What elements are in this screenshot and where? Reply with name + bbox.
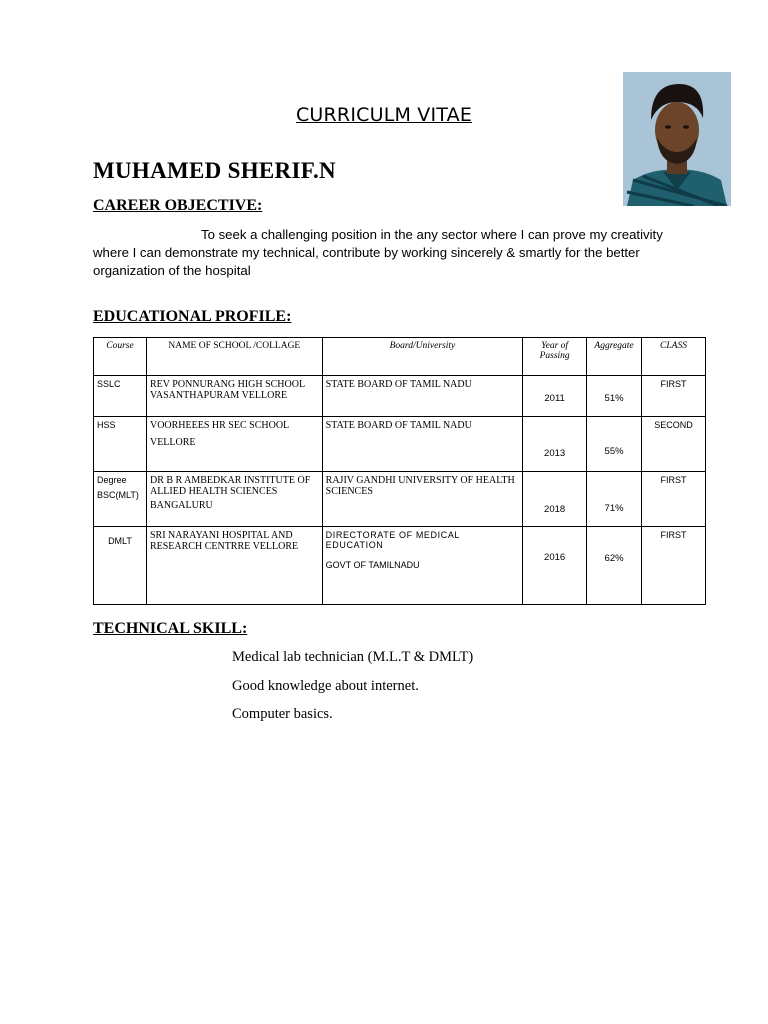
table-header-row <box>94 338 706 376</box>
class-cell: SECOND <box>642 417 706 472</box>
year-cell <box>523 417 587 472</box>
header-course: Course <box>94 338 147 376</box>
header-class: CLASS <box>642 338 706 376</box>
school-line-2: VELLORE <box>149 437 196 448</box>
board-line-2: GOVT OF TAMILNADU <box>325 560 420 570</box>
aggregate-cell <box>587 527 642 605</box>
school-cell: SRI NARAYANI HOSPITAL AND RESEARCH CENTRRE VELLORE <box>146 527 322 605</box>
course-line-1: DMLT <box>108 536 132 546</box>
career-objective-heading: CAREER OBJECTIVE: <box>93 197 263 214</box>
school-line-1: DR B R AMBEDKAR INSTITUTE OF ALLIED HEALTH SCIENCES <box>149 475 311 497</box>
header-school: NAME OF SCHOOL /COLLAGE <box>146 338 322 376</box>
class-cell: FIRST <box>642 472 706 527</box>
year-cell <box>523 472 587 527</box>
aggregate-cell <box>587 376 642 417</box>
person-photo-icon <box>623 72 731 206</box>
year-value: 2018 <box>544 504 566 515</box>
aggregate-cell <box>587 472 642 527</box>
course-cell: HSS <box>94 417 147 472</box>
educational-profile-heading: EDUCATIONAL PROFILE: <box>93 308 292 325</box>
aggregate-value: 71% <box>604 503 624 514</box>
table-row <box>94 376 706 417</box>
class-cell: FIRST <box>642 527 706 605</box>
table-row <box>94 527 706 605</box>
year-value: 2013 <box>544 448 566 459</box>
profile-photo <box>623 72 731 206</box>
school-cell <box>146 417 322 472</box>
technical-skill-heading: TECHNICAL SKILL: <box>93 620 248 637</box>
class-cell: FIRST <box>642 376 706 417</box>
board-cell: RAJIV GANDHI UNIVERSITY OF HEALTH SCIENCES <box>322 472 523 527</box>
course-line-2: BSC(MLT) <box>97 490 139 500</box>
board-line-1: DIRECTORATE OF MEDICAL EDUCATION <box>325 530 460 550</box>
year-value: 2011 <box>544 393 565 404</box>
career-objective-text: To seek a challenging position in the any sector where I can prove my creativity where I can demonstrate my technical, contribute by working sincerely & smartly for the better organization of the hospital <box>93 227 663 278</box>
course-cell <box>94 527 147 605</box>
aggregate-value: 62% <box>604 553 624 564</box>
aggregate-value: 51% <box>604 393 624 404</box>
school-line-1: VOORHEEES HR SEC SCHOOL <box>149 420 290 431</box>
board-cell: STATE BOARD OF TAMIL NADU <box>322 376 523 417</box>
year-cell <box>523 527 587 605</box>
candidate-name: MUHAMED SHERIF.N <box>93 158 336 183</box>
header-board: Board/University <box>322 338 523 376</box>
aggregate-cell <box>587 417 642 472</box>
table-row <box>94 472 706 527</box>
header-aggregate: Aggregate <box>587 338 642 376</box>
course-cell: SSLC <box>94 376 147 417</box>
course-line-1: Degree <box>97 475 127 485</box>
skill-item: Good knowledge about internet. <box>232 678 419 694</box>
header-year: Year of Passing <box>523 338 587 376</box>
course-cell <box>94 472 147 527</box>
skill-item: Computer basics. <box>232 706 333 722</box>
aggregate-value: 55% <box>604 446 624 457</box>
year-cell <box>523 376 587 417</box>
board-cell: STATE BOARD OF TAMIL NADU <box>322 417 523 472</box>
document-title: CURRICULM VITAE <box>295 104 473 126</box>
school-cell: REV PONNURANG HIGH SCHOOL VASANTHAPURAM VELLORE <box>146 376 322 417</box>
table-row <box>94 417 706 472</box>
school-line-2: BANGALURU <box>149 500 213 511</box>
board-cell <box>322 527 523 605</box>
education-table <box>93 337 706 605</box>
skill-item: Medical lab technician (M.L.T & DMLT) <box>232 649 474 665</box>
year-value: 2016 <box>544 552 566 563</box>
school-cell <box>146 472 322 527</box>
